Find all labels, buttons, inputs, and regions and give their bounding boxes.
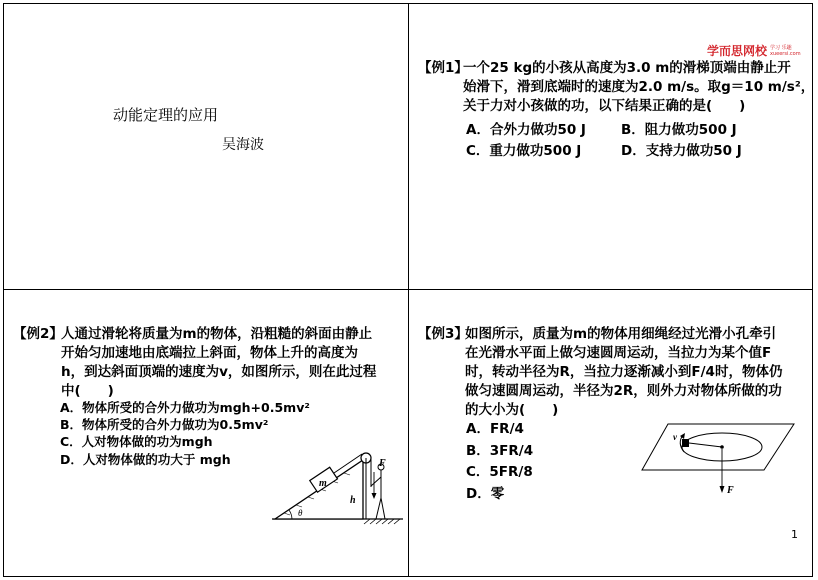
example-1-line: 关于力对小孩做的功，以下结果正确的是( ) <box>463 98 746 114</box>
example-1-option-b: B．阻力做功500 J <box>621 122 737 138</box>
page-number: 1 <box>791 528 798 541</box>
horizontal-divider <box>3 289 813 290</box>
incline-pulley-figure <box>270 440 405 525</box>
example-2-line: 中( ) <box>61 383 114 399</box>
example-2 <box>13 325 403 401</box>
slide-title: 动能定理的应用 <box>113 106 219 124</box>
example-3 <box>418 325 808 420</box>
example-3-option-b: B．3FR/4 <box>466 443 534 459</box>
example-2-line: 开始匀加速地由底端拉上斜面，物体上升的高度为 <box>61 345 358 361</box>
force-label: F <box>379 458 386 469</box>
example-3-option-c: C．5FR/8 <box>466 464 533 480</box>
example-3-line: 的大小为( ) <box>465 402 559 418</box>
example-3-line: 做匀速圆周运动，半径为2R，则外力对物体所做的功 <box>465 383 782 399</box>
example-1-option-c: C．重力做功500 J <box>466 143 582 159</box>
example-3-line: 时，转动半径为R，当拉力逐渐减小到F/4时，物体仍 <box>465 364 783 380</box>
angle-label: θ <box>298 508 303 518</box>
height-label: h <box>350 495 356 506</box>
vertical-divider <box>408 3 409 577</box>
example-2-option-d: D．人对物体做的功大于 mgh <box>60 452 231 467</box>
velocity-label: v <box>673 432 677 442</box>
example-2-line: h，到达斜面顶端的速度为v，如图所示，则在此过程 <box>61 364 377 380</box>
example-1-option-a: A．合外力做功50 J <box>466 122 586 138</box>
example-1-option-d: D．支持力做功50 J <box>621 143 742 159</box>
brand-logo <box>707 40 801 59</box>
example-2-option-b: B．物体所受的合外力做功为0.5mv² <box>60 417 269 432</box>
force-label: F <box>727 485 734 496</box>
logo-tagline: 学习 乐趣 xueersi.com <box>770 44 801 57</box>
example-2-label: 【例2】 <box>13 326 63 342</box>
example-1 <box>418 59 815 116</box>
example-1-line: 始滑下，滑到底端时的速度为2.0 m/s。取g＝10 m/s²， <box>463 79 815 95</box>
example-3-label: 【例3】 <box>418 326 468 342</box>
example-3-line: 在光滑水平面上做匀速圆周运动，当拉力为某个值F <box>465 345 772 361</box>
circular-motion-figure <box>640 418 800 500</box>
author-name: 吴海波 <box>222 137 264 153</box>
example-3-option-a: A．FR/4 <box>466 421 524 437</box>
example-1-line: 一个25 kg的小孩从高度为3.0 m的滑梯顶端由静止开 <box>463 60 791 76</box>
example-2-option-a: A．物体所受的合外力做功为mgh+0.5mv² <box>60 400 310 415</box>
example-3-option-d: D．零 <box>466 486 505 502</box>
mass-label: m <box>319 478 327 489</box>
example-2-option-c: C．人对物体做的功为mgh <box>60 434 213 449</box>
example-1-label: 【例1】 <box>418 60 468 76</box>
example-2-line: 人通过滑轮将质量为m的物体，沿粗糙的斜面由静止 <box>61 326 373 342</box>
logo-name: 学而思网校 <box>707 44 768 58</box>
example-3-line: 如图所示，质量为m的物体用细绳经过光滑小孔牵引 <box>465 326 777 342</box>
